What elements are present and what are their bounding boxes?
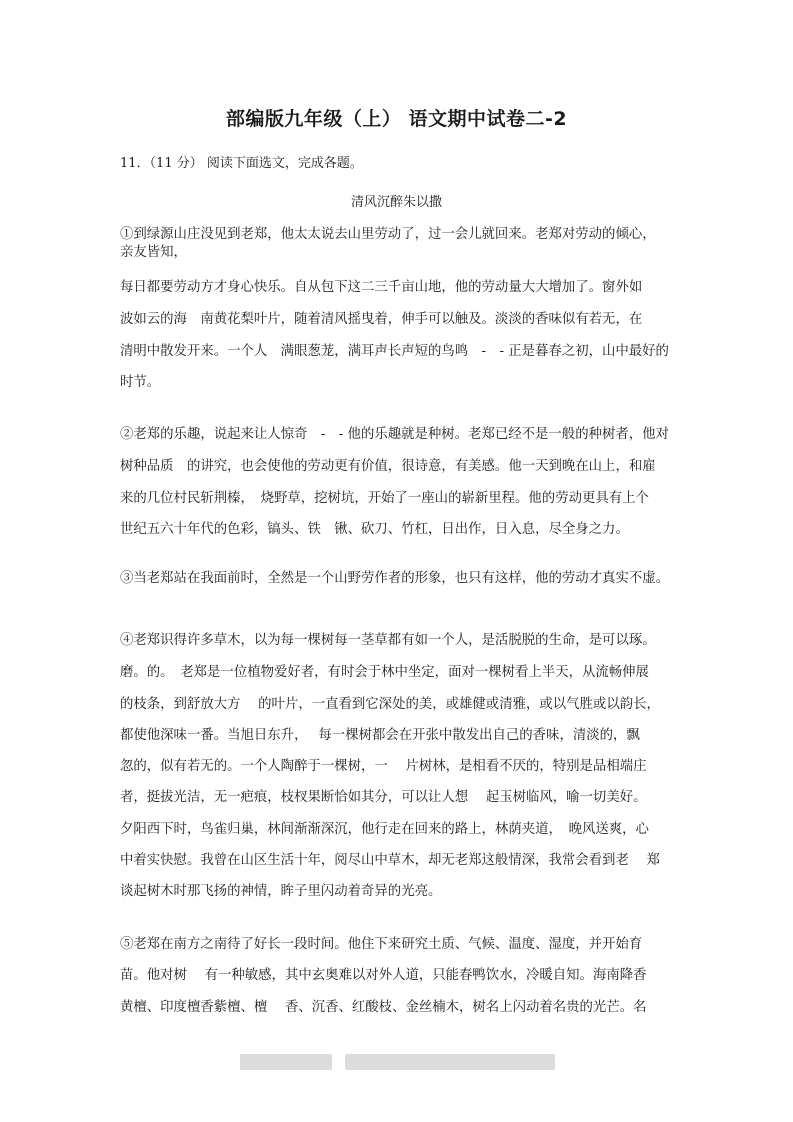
passage-line: 苗。他对树 有一种敏感，其中玄奥难以对外人道，只能春鸭饮水，冷暖自知。海南降香 [120, 968, 647, 983]
passage-title: 清风沉醉朱以撒 [350, 195, 442, 210]
passage-line: ①到绿源山庄没见到老郑，他太太说去山里劳动了，过一会儿就回来。老郑对劳动的倾心， [120, 227, 656, 242]
passage-line: ③当老郑站在我面前时，全然是一个山野劳作者的形象，也只有这样，他的劳动才真实不虚。 [120, 571, 670, 586]
watermark-blur [345, 1054, 555, 1070]
question-header: 11．（11 分） 阅读下面选文，完成各题。 [120, 156, 363, 171]
passage-line: 树种品质 的讲究，也会使他的劳动更有价值，很诗意，有美感。他一天到晚在山上，和雇 [120, 459, 656, 474]
watermark-blur [240, 1054, 332, 1070]
passage-line: 来的几位村民斩荆榛， 烧野草，挖树坑，开始了一座山的崭新里程。他的劳动更具有上个 [120, 491, 649, 506]
passage-line: 时节。 [120, 375, 161, 390]
passage-line: 每日都要劳动方才身心快乐。自从包下这二三千亩山地，他的劳动量大大增加了。窗外如 [120, 280, 643, 295]
passage-line: 者，挺拔光洁，无一疤痕，枝杈果断恰如其分，可以让人想 起玉树临风，喻一切美好。 [120, 790, 647, 805]
passage-line: ④老郑识得许多草木，以为每一棵树每一茎草都有如一个人，是活脱脱的生命，是可以琢。 [120, 633, 656, 648]
passage-line: 夕阳西下时，鸟雀归巢，林间渐渐深沉，他行走在回来的路上，林荫夹道， 晚风送爽，心 [120, 822, 649, 837]
passage-line: 中着实快慰。我曾在山区生活十年，阅尽山中草木，却无老郑这般情深，我常会看到老 郑 [120, 853, 660, 868]
passage-line: 波如云的海 南黄花梨叶片，随着清风摇曳着，伸手可以触及。淡淡的香味似有若无，在 [120, 312, 643, 327]
passage-line: 世纪五六十年代的色彩，镐头、铁 锹、砍刀、竹杠，日出作，日入息，尽全身之力。 [120, 522, 629, 537]
passage-line: 的枝条，到舒放大方 的叶片，一直看到它深处的美，或雄健或清雅，或以气胜或以韵长， [120, 697, 660, 712]
passage-line: 忽的，似有若无的。一个人陶醉于一棵树，一 片树林，是相看不厌的，特别是品相端庄 [120, 759, 647, 774]
passage-line: 磨。的。 老郑是一位植物爱好者，有时会于林中坐定，面对一棵树看上半天，从流畅伸展 [120, 665, 649, 680]
passage-line: 谈起树木时那飞扬的神情，眸子里闪动着奇异的光亮。 [120, 884, 442, 899]
passage-line: 亲友皆知， [120, 245, 187, 260]
passage-line: ②老郑的乐趣，说起来让人惊奇 - - 他的乐趣就是种树。老郑已经不是一般的种树者，他对 [120, 427, 669, 442]
page-title: 部编版九年级（上） 语文期中试卷二-2 [225, 108, 568, 130]
passage-line: 黄檀、印度檀香紫檀、檀 香、沉香、红酸枝、金丝楠木，树名上闪动着名贵的光芒。名 [120, 1000, 647, 1015]
passage-line: ⑤老郑在南方之南待了好长一段时间。他住下来研究土质、气候、温度、湿度，并开始育 [120, 937, 643, 952]
passage-line: 都使他深味一番。当旭日东升， 每一棵树都会在开张中散发出自己的香味，清淡的，飘 [120, 728, 640, 743]
passage-line: 清明中散发开来。一个人 满眼葱茏，满耳声长声短的鸟鸣 - - 正是暮春之初，山中最好的 [120, 344, 669, 359]
